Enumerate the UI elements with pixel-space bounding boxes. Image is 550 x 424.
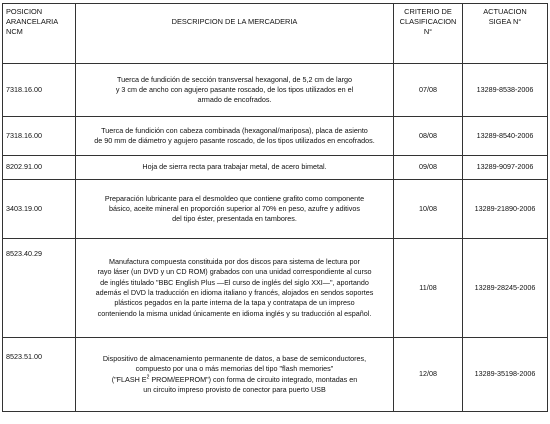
description-cell [76,338,394,412]
actuacion-cell: 13289-21890-2006 [463,180,548,239]
table-row [3,117,548,156]
header-actuacion-line: ACTUACION [483,7,527,16]
header-criterio-line: CRITERIO DE [404,7,452,16]
header-criterio [394,4,463,64]
ncm-cell: 8523.40.29 [3,239,76,338]
description-line: Hoja de sierra recta para trabajar metal, de acero bimetal. [142,162,327,172]
actuacion-cell: 13289-28245-2006 [463,239,548,338]
description-fragment: PROM/EEPROM") con forma de circuito integrado, montadas en [149,374,358,384]
ncm-cell: 7318.16.00 [3,117,76,156]
description-cell [76,64,394,117]
description-line: armado de encofrados. [197,95,272,105]
ncm-cell: 8202.91.00 [3,156,76,180]
description-line: compuesto por una o más memorias del tipo "flash memories" [135,364,334,374]
description-line: Manufactura compuesta constituida por dos discos para sistema de lectura por [109,257,360,267]
header-actuacion [463,4,548,64]
header-descripcion [76,4,394,64]
description-line: Tuerca de fundición de sección transversal hexagonal, de 5,2 cm de largo [116,74,353,84]
actuacion-cell: 13289-35198-2006 [463,338,548,412]
description-line: de inglés titulado "BBC English Plus —El curso de inglés del siglo XXI—", aportando [100,277,369,287]
description-line [112,375,358,384]
description-line: un circuito impreso provisto de conector para puerto USB [143,384,326,394]
criterio-cell: 07/08 [394,64,463,117]
description-fragment: ("FLASH E [111,374,147,384]
ncm-cell: 7318.16.00 [3,64,76,117]
description-line: Tuerca de fundición con cabeza combinada (hexagonal/mariposa), placa de asiento [101,125,368,135]
table-row [3,239,548,338]
description-cell [76,156,394,180]
description-cell [76,180,394,239]
header-posicion-arancelaria [3,4,76,64]
header-row [3,4,548,64]
description-line: además el DVD la traducción en idioma italiano y francés, alojados en sendos soportes [95,288,374,297]
description-line: y 3 cm de ancho con agujero pasante roscado, de los tipos utilizados en el [115,84,354,94]
classification-table [2,3,548,412]
header-posicion-line: ARANCELARIA [6,17,59,26]
criterio-cell: 12/08 [394,338,463,412]
criterio-cell: 10/08 [394,180,463,239]
criterio-cell: 09/08 [394,156,463,180]
description-line: Preparación lubricante para el desmoldeo que contiene grafito como componente [104,193,365,203]
ncm-cell: 8523.51.00 [3,338,76,412]
header-posicion-line: POSICION [6,7,43,16]
table-row [3,156,548,180]
description-line: plásticos pegados en la parte interna de la tapa y contratapa de un impreso [114,298,355,308]
header-actuacion-line: SIGEA N° [488,17,522,26]
table-row [3,180,548,239]
header-criterio-line: CLASIFICACION [399,17,457,26]
header-descripcion-label: DESCRIPCION DE LA MERCADERIA [171,17,298,26]
header-criterio-line: N° [423,27,433,36]
superscript-2: 2 [146,374,150,381]
table-row [3,64,548,117]
ncm-cell: 3403.19.00 [3,180,76,239]
description-line: de 90 mm de diámetro y agujero pasante roscado, de los tipos utilizados en encofrados. [94,136,375,145]
actuacion-cell: 13289-8540-2006 [463,117,548,156]
description-line: del tipo éster, presentada en tambores. [172,214,297,224]
description-line: Dispositivo de almacenamiento permanente de datos, a base de semiconductores, [102,353,367,363]
description-line: básico, aceite mineral en proporción superior al 70% en peso, azufre y aditivos [109,203,360,213]
description-line: rayo láser (un DVD y un CD ROM) grabados con una unidad correspondiente al curso [97,267,372,277]
criterio-cell: 11/08 [394,239,463,338]
criterio-cell: 08/08 [394,117,463,156]
header-posicion-line: NCM [6,27,23,36]
description-cell [76,117,394,156]
actuacion-cell: 13289-9097-2006 [463,156,548,180]
description-cell [76,239,394,338]
actuacion-cell: 13289-8538-2006 [463,64,548,117]
table-row [3,338,548,412]
description-line: conteniendo la misma unidad únicamente en idioma inglés y su traducción al español. [97,308,372,318]
